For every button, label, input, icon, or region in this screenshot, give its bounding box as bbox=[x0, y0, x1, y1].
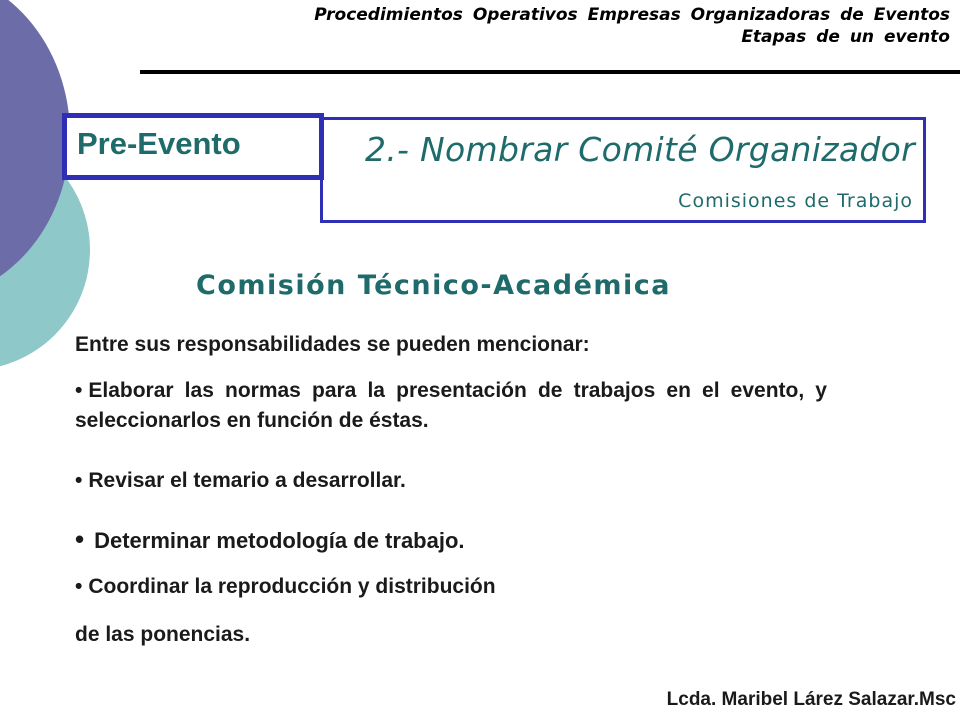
stage-box bbox=[62, 113, 324, 180]
list-item bbox=[75, 376, 827, 436]
list-item bbox=[75, 572, 827, 602]
header-subtitle: Etapas de un evento bbox=[741, 27, 950, 47]
header-title: Procedimientos Operativos Empresas Organizadoras de Eventos bbox=[314, 5, 950, 25]
list-item-text: Determinar metodología de trabajo. bbox=[94, 528, 465, 553]
commission-heading: Comisión Técnico-Académica bbox=[196, 270, 672, 301]
slide-title: 2.- Nombrar Comité Organizador bbox=[364, 130, 915, 169]
list-item bbox=[75, 524, 827, 556]
list-item-text: Elaborar las normas para la presentación de trabajos en el evento, y seleccionarlos en función de éstas. bbox=[75, 379, 827, 432]
author-credit: Lcda. Maribel Lárez Salazar.Msc bbox=[666, 689, 956, 710]
stage-label: Pre-Evento bbox=[77, 126, 241, 161]
list-item-continuation: de las ponencias. bbox=[75, 623, 251, 646]
list-item-text: Revisar el temario a desarrollar. bbox=[88, 469, 406, 492]
list-item-text: Coordinar la reproducción y distribución bbox=[88, 575, 496, 598]
title-box bbox=[320, 117, 926, 223]
bullet-icon: • bbox=[75, 575, 83, 598]
slide-subtitle: Comisiones de Trabajo bbox=[678, 190, 913, 212]
bullet-icon: • bbox=[75, 379, 83, 402]
slide-header bbox=[314, 4, 950, 48]
bullet-icon: • bbox=[75, 524, 85, 554]
bullet-icon: • bbox=[75, 469, 83, 492]
list-item bbox=[75, 466, 827, 496]
header-divider bbox=[140, 70, 960, 74]
intro-text: Entre sus responsabilidades se pueden mencionar: bbox=[75, 333, 590, 356]
